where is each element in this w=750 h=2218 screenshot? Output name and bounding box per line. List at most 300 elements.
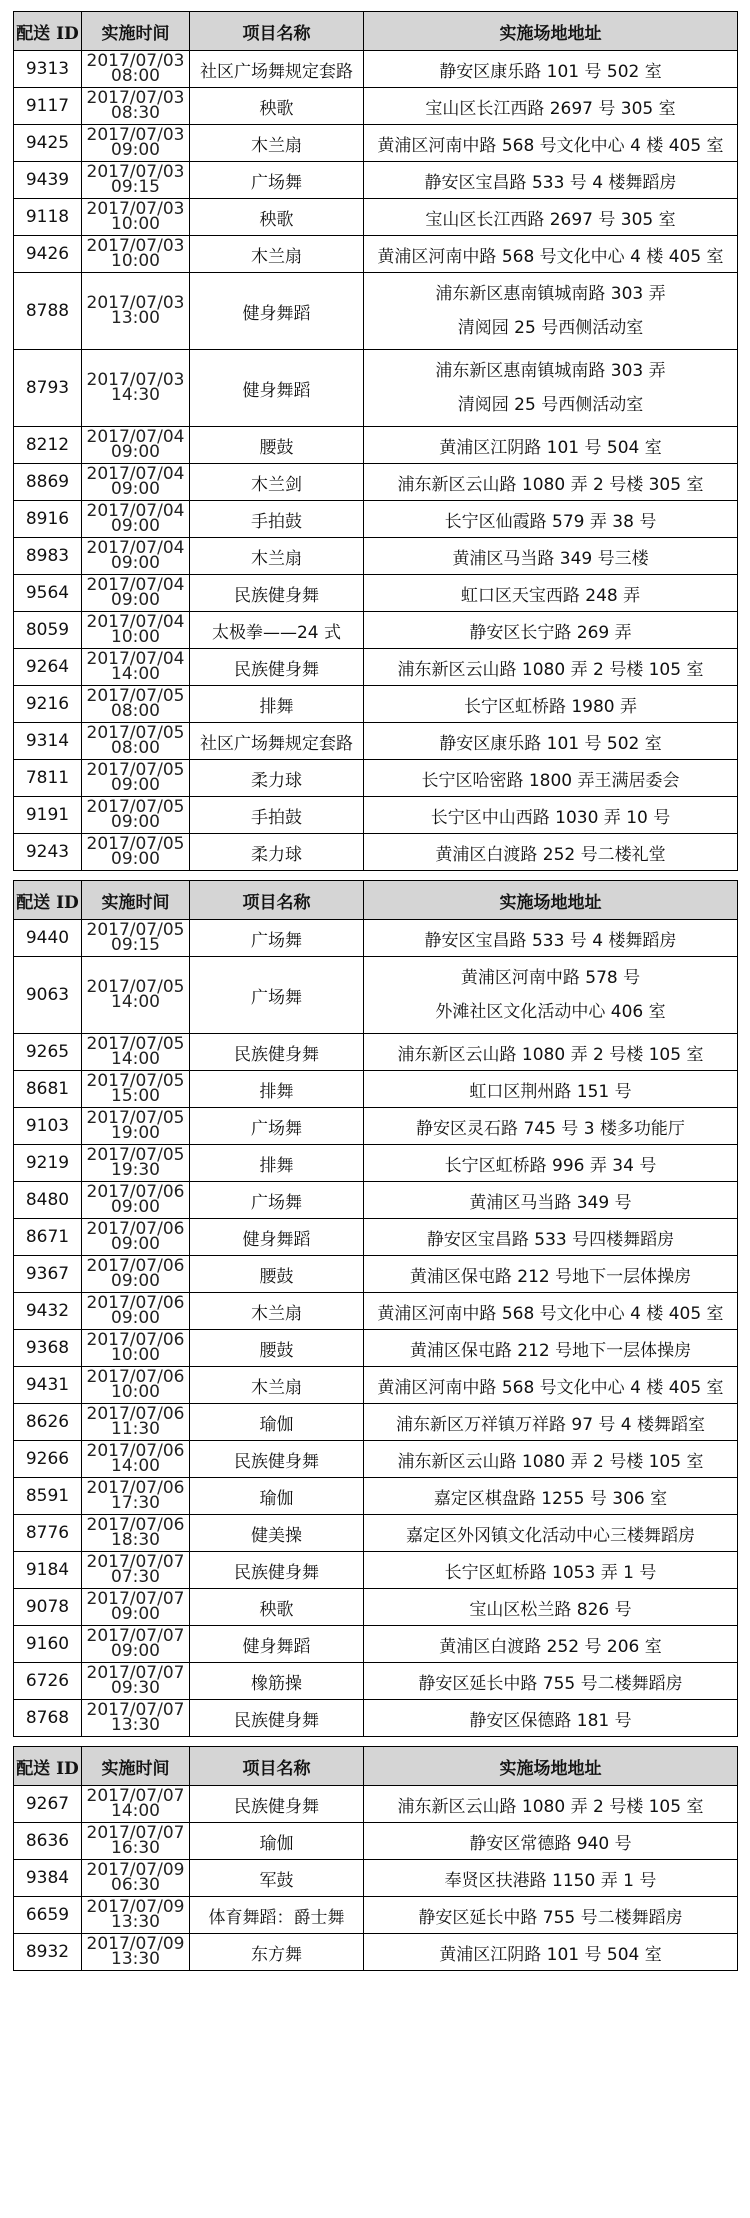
address-line: 清阅园 25 号西侧活动室 [457,318,644,338]
delivery-id: 9063 [14,957,82,1034]
date-text: 2017/07/03 [86,125,185,145]
project-header: 项目名称 [190,12,364,51]
table-row [14,236,738,273]
project-name: 木兰剑 [190,464,364,501]
date-text: 2017/07/03 [86,51,185,71]
delivery-id: 9367 [14,1256,82,1293]
table-row [14,464,738,501]
project-name: 橡筋操 [190,1663,364,1700]
date-text: 2017/07/05 [86,797,185,817]
delivery-id: 9267 [14,1786,82,1823]
date-text: 2017/07/06 [86,1182,185,1202]
implementation-time [82,501,190,538]
venue-address [364,1786,738,1823]
venue-address [364,575,738,612]
table-row [14,1860,738,1897]
date-text: 2017/07/09 [86,1934,185,1954]
project-name: 广场舞 [190,1108,364,1145]
delivery-id: 8916 [14,501,82,538]
venue-address [364,686,738,723]
header-row [14,881,738,920]
time-text: 09:00 [111,1271,160,1291]
venue-address [364,236,738,273]
venue-address [364,920,738,957]
address-line: 浦东新区云山路 1080 弄 2 号楼 105 室 [397,1044,704,1065]
table-row [14,1182,738,1219]
implementation-time [82,236,190,273]
delivery-id: 9313 [14,51,82,88]
time-text: 17:30 [111,1493,160,1513]
address-line: 黄浦区马当路 349 号 [469,1192,632,1213]
delivery-id: 9216 [14,686,82,723]
delivery-id: 6659 [14,1897,82,1934]
address-line: 黄浦区保屯路 212 号地下一层体操房 [409,1266,692,1287]
project-name: 木兰扇 [190,538,364,575]
venue-address [364,125,738,162]
venue-address [364,1478,738,1515]
implementation-time [82,1182,190,1219]
project-name: 广场舞 [190,1182,364,1219]
address-line: 长宁区虹桥路 1980 弄 [463,696,638,717]
project-name: 瑜伽 [190,1823,364,1860]
date-text: 2017/07/05 [86,1108,185,1128]
project-name: 健身舞蹈 [190,273,364,350]
delivery-id: 9431 [14,1367,82,1404]
venue-address [364,538,738,575]
delivery-id: 9439 [14,162,82,199]
table-row [14,501,738,538]
implementation-time [82,1626,190,1663]
table-row [14,649,738,686]
date-text: 2017/07/04 [86,464,185,484]
project-name: 秧歌 [190,1589,364,1626]
project-name: 健身舞蹈 [190,350,364,427]
implementation-time [82,1108,190,1145]
delivery-id: 8626 [14,1404,82,1441]
venue-address [364,464,738,501]
project-name: 民族健身舞 [190,575,364,612]
address-line: 长宁区虹桥路 996 弄 34 号 [444,1155,657,1176]
implementation-time [82,1663,190,1700]
delivery-id: 9103 [14,1108,82,1145]
venue-address [364,1034,738,1071]
time-text: 06:30 [111,1875,160,1895]
date-text: 2017/07/05 [86,723,185,743]
project-name: 太极拳——24 式 [190,612,364,649]
project-name: 体育舞蹈：爵士舞 [190,1897,364,1934]
project-name: 社区广场舞规定套路 [190,51,364,88]
table-row [14,1589,738,1626]
project-name: 广场舞 [190,920,364,957]
address-line: 静安区延长中路 755 号二楼舞蹈房 [418,1907,683,1928]
id-header: 配送 ID [14,1747,82,1786]
date-text: 2017/07/07 [86,1626,185,1646]
venue-address [364,350,738,427]
time-text: 09:00 [111,1604,160,1624]
address-line: 外滩社区文化活动中心 406 室 [435,1002,666,1022]
delivery-id: 9384 [14,1860,82,1897]
project-name: 木兰扇 [190,236,364,273]
delivery-id: 9314 [14,723,82,760]
delivery-id: 8681 [14,1071,82,1108]
date-text: 2017/07/06 [86,1367,185,1387]
address-line: 静安区长宁路 269 弄 [469,622,632,643]
address-line: 静安区常德路 940 号 [469,1833,632,1854]
venue-address [364,1293,738,1330]
delivery-id: 8788 [14,273,82,350]
table-row [14,125,738,162]
venue-address [364,199,738,236]
time-text: 09:00 [111,1308,160,1328]
time-header: 实施时间 [82,12,190,51]
table-row [14,199,738,236]
table-row [14,1071,738,1108]
table-row [14,1367,738,1404]
delivery-id: 8983 [14,538,82,575]
implementation-time [82,162,190,199]
implementation-time [82,1330,190,1367]
date-text: 2017/07/05 [86,1034,185,1054]
venue-address [364,1700,738,1737]
table-row [14,1441,738,1478]
table-row [14,1823,738,1860]
time-text: 13:00 [111,308,160,328]
venue-address [364,1108,738,1145]
address-line: 黄浦区白渡路 252 号 206 室 [439,1636,662,1657]
implementation-time [82,88,190,125]
address-line: 黄浦区白渡路 252 号二楼礼堂 [435,844,666,865]
delivery-id: 9440 [14,920,82,957]
date-text: 2017/07/04 [86,538,185,558]
table-row [14,1478,738,1515]
date-text: 2017/07/07 [86,1823,185,1843]
date-text: 2017/07/05 [86,760,185,780]
time-text: 10:00 [111,1345,160,1365]
implementation-time [82,1860,190,1897]
time-text: 14:00 [111,1049,160,1069]
project-name: 健身舞蹈 [190,1219,364,1256]
schedule-table [13,11,738,871]
time-text: 08:30 [111,103,160,123]
table-row [14,957,738,1034]
address-line: 浦东新区云山路 1080 弄 2 号楼 105 室 [397,1451,704,1472]
time-text: 07:30 [111,1567,160,1587]
date-text: 2017/07/05 [86,920,185,940]
address-line: 静安区康乐路 101 号 502 室 [439,733,662,754]
date-text: 2017/07/03 [86,199,185,219]
date-text: 2017/07/07 [86,1589,185,1609]
table-row [14,1219,738,1256]
time-text: 16:30 [111,1838,160,1858]
venue-address [364,1145,738,1182]
venue-address [364,1589,738,1626]
table-row [14,1663,738,1700]
time-text: 10:00 [111,627,160,647]
time-text: 14:00 [111,1801,160,1821]
id-header: 配送 ID [14,881,82,920]
date-text: 2017/07/03 [86,370,185,390]
venue-address [364,273,738,350]
table-row [14,1330,738,1367]
address-line: 静安区灵石路 745 号 3 楼多功能厅 [416,1118,685,1139]
delivery-id: 9426 [14,236,82,273]
implementation-time [82,1145,190,1182]
time-text: 18:30 [111,1530,160,1550]
delivery-id: 9118 [14,199,82,236]
date-text: 2017/07/06 [86,1293,185,1313]
table-row [14,1145,738,1182]
address-line: 清阅园 25 号西侧活动室 [457,395,644,415]
table-row [14,1404,738,1441]
address-line: 长宁区虹桥路 1053 弄 1 号 [444,1562,657,1583]
date-text: 2017/07/04 [86,501,185,521]
implementation-time [82,1071,190,1108]
venue-address [364,723,738,760]
date-text: 2017/07/04 [86,612,185,632]
time-text: 09:00 [111,775,160,795]
implementation-time [82,1219,190,1256]
project-name: 柔力球 [190,760,364,797]
table-row [14,834,738,871]
time-text: 09:00 [111,812,160,832]
section-gap [13,871,737,880]
venue-address [364,51,738,88]
project-name: 手拍鼓 [190,501,364,538]
table-row [14,1515,738,1552]
implementation-time [82,760,190,797]
time-text: 08:00 [111,738,160,758]
header-row [14,12,738,51]
address-line: 宝山区松兰路 826 号 [469,1599,632,1620]
delivery-id: 9266 [14,1441,82,1478]
address-line: 黄浦区江阴路 101 号 504 室 [439,1944,662,1965]
implementation-time [82,920,190,957]
implementation-time [82,1367,190,1404]
time-text: 11:30 [111,1419,160,1439]
time-text: 14:00 [111,992,160,1012]
table-row [14,1034,738,1071]
project-name: 排舞 [190,1145,364,1182]
date-text: 2017/07/03 [86,236,185,256]
venue-address [364,427,738,464]
time-text: 09:00 [111,140,160,160]
time-text: 09:00 [111,516,160,536]
address-line: 静安区宝昌路 533 号 4 楼舞蹈房 [424,930,677,951]
implementation-time [82,612,190,649]
address-line: 长宁区中山西路 1030 弄 10 号 [430,807,671,828]
address-line: 浦东新区惠南镇城南路 303 弄 [435,361,666,381]
implementation-time [82,1823,190,1860]
table-row [14,686,738,723]
table-row [14,427,738,464]
delivery-id: 7811 [14,760,82,797]
delivery-id: 9191 [14,797,82,834]
date-text: 2017/07/03 [86,293,185,313]
time-text: 14:30 [111,385,160,405]
address-line: 虹口区天宝西路 248 弄 [460,585,641,606]
table-row [14,162,738,199]
implementation-time [82,797,190,834]
venue-address [364,1897,738,1934]
delivery-id: 9219 [14,1145,82,1182]
address-line: 静安区延长中路 755 号二楼舞蹈房 [418,1673,683,1694]
delivery-id: 8636 [14,1823,82,1860]
time-text: 09:00 [111,553,160,573]
time-text: 19:00 [111,1123,160,1143]
address-line: 黄浦区河南中路 568 号文化中心 4 楼 405 室 [377,135,724,156]
project-name: 健美操 [190,1515,364,1552]
project-name: 民族健身舞 [190,1700,364,1737]
venue-address [364,88,738,125]
date-text: 2017/07/06 [86,1256,185,1276]
venue-address [364,1823,738,1860]
delivery-id: 9264 [14,649,82,686]
venue-address [364,1934,738,1971]
delivery-id: 9432 [14,1293,82,1330]
address-line: 黄浦区河南中路 578 号 [460,968,641,988]
time-text: 09:00 [111,1197,160,1217]
implementation-time [82,834,190,871]
id-header: 配送 ID [14,12,82,51]
time-text: 08:00 [111,701,160,721]
delivery-id: 9368 [14,1330,82,1367]
project-name: 柔力球 [190,834,364,871]
address-line: 长宁区仙霞路 579 弄 38 号 [444,511,657,532]
time-text: 09:00 [111,479,160,499]
venue-address [364,1071,738,1108]
address-line: 浦东新区云山路 1080 弄 2 号楼 105 室 [397,1796,704,1817]
time-text: 13:30 [111,1715,160,1735]
time-text: 13:30 [111,1912,160,1932]
date-text: 2017/07/06 [86,1404,185,1424]
delivery-id: 8212 [14,427,82,464]
implementation-time [82,1589,190,1626]
time-text: 09:15 [111,177,160,197]
table-row [14,273,738,350]
project-name: 排舞 [190,1071,364,1108]
venue-address [364,1860,738,1897]
address-line: 嘉定区棋盘路 1255 号 306 室 [433,1488,668,1509]
schedule-table [13,1746,738,1971]
time-text: 09:00 [111,590,160,610]
venue-address [364,1367,738,1404]
delivery-id: 8671 [14,1219,82,1256]
project-name: 民族健身舞 [190,1552,364,1589]
time-text: 09:15 [111,935,160,955]
project-name: 民族健身舞 [190,1786,364,1823]
time-text: 09:30 [111,1678,160,1698]
date-text: 2017/07/04 [86,575,185,595]
venue-address [364,1256,738,1293]
implementation-time [82,1293,190,1330]
implementation-time [82,538,190,575]
table-row [14,350,738,427]
date-text: 2017/07/06 [86,1219,185,1239]
project-name: 军鼓 [190,1860,364,1897]
implementation-time [82,1515,190,1552]
time-text: 10:00 [111,251,160,271]
table-row [14,1934,738,1971]
address-line: 宝山区长江西路 2697 号 305 室 [425,98,676,119]
venue-address [364,1330,738,1367]
venue-address [364,1552,738,1589]
time-header: 实施时间 [82,881,190,920]
address-line: 奉贤区扶港路 1150 弄 1 号 [444,1870,657,1891]
project-name: 民族健身舞 [190,649,364,686]
time-text: 10:00 [111,1382,160,1402]
implementation-time [82,649,190,686]
time-text: 14:00 [111,1456,160,1476]
date-text: 2017/07/06 [86,1330,185,1350]
venue-address [364,501,738,538]
venue-address [364,1626,738,1663]
venue-address [364,162,738,199]
date-text: 2017/07/07 [86,1786,185,1806]
delivery-id: 8932 [14,1934,82,1971]
implementation-time [82,1441,190,1478]
implementation-time [82,1700,190,1737]
venue-address [364,760,738,797]
implementation-time [82,199,190,236]
time-text: 09:00 [111,442,160,462]
delivery-id: 8059 [14,612,82,649]
delivery-id: 9265 [14,1034,82,1071]
delivery-id: 8768 [14,1700,82,1737]
implementation-time [82,1786,190,1823]
project-name: 木兰扇 [190,1293,364,1330]
implementation-time [82,464,190,501]
address-line: 虹口区荆州路 151 号 [469,1081,632,1102]
table-row [14,920,738,957]
schedule-table [13,880,738,1737]
time-text: 13:30 [111,1949,160,1969]
time-text: 14:00 [111,664,160,684]
table-row [14,1786,738,1823]
time-text: 09:00 [111,849,160,869]
address-line: 黄浦区江阴路 101 号 504 室 [439,437,662,458]
schedule-tables [13,11,737,1971]
table-row [14,575,738,612]
table-row [14,1108,738,1145]
date-text: 2017/07/07 [86,1700,185,1720]
project-name: 东方舞 [190,1934,364,1971]
address-header: 实施场地地址 [364,12,738,51]
address-line: 浦东新区万祥镇万祥路 97 号 4 楼舞蹈室 [395,1414,706,1435]
venue-address [364,1219,738,1256]
implementation-time [82,1256,190,1293]
implementation-time [82,1897,190,1934]
project-name: 腰鼓 [190,1256,364,1293]
project-name: 瑜伽 [190,1404,364,1441]
implementation-time [82,273,190,350]
address-line: 浦东新区惠南镇城南路 303 弄 [435,284,666,304]
delivery-id: 8591 [14,1478,82,1515]
date-text: 2017/07/06 [86,1478,185,1498]
time-header: 实施时间 [82,1747,190,1786]
project-name: 腰鼓 [190,427,364,464]
implementation-time [82,350,190,427]
address-line: 黄浦区河南中路 568 号文化中心 4 楼 405 室 [377,1377,724,1398]
implementation-time [82,723,190,760]
date-text: 2017/07/07 [86,1552,185,1572]
address-line: 黄浦区马当路 349 号三楼 [452,548,649,569]
delivery-id: 9078 [14,1589,82,1626]
delivery-id: 9564 [14,575,82,612]
table-row [14,760,738,797]
implementation-time [82,427,190,464]
date-text: 2017/07/04 [86,427,185,447]
table-row [14,1256,738,1293]
